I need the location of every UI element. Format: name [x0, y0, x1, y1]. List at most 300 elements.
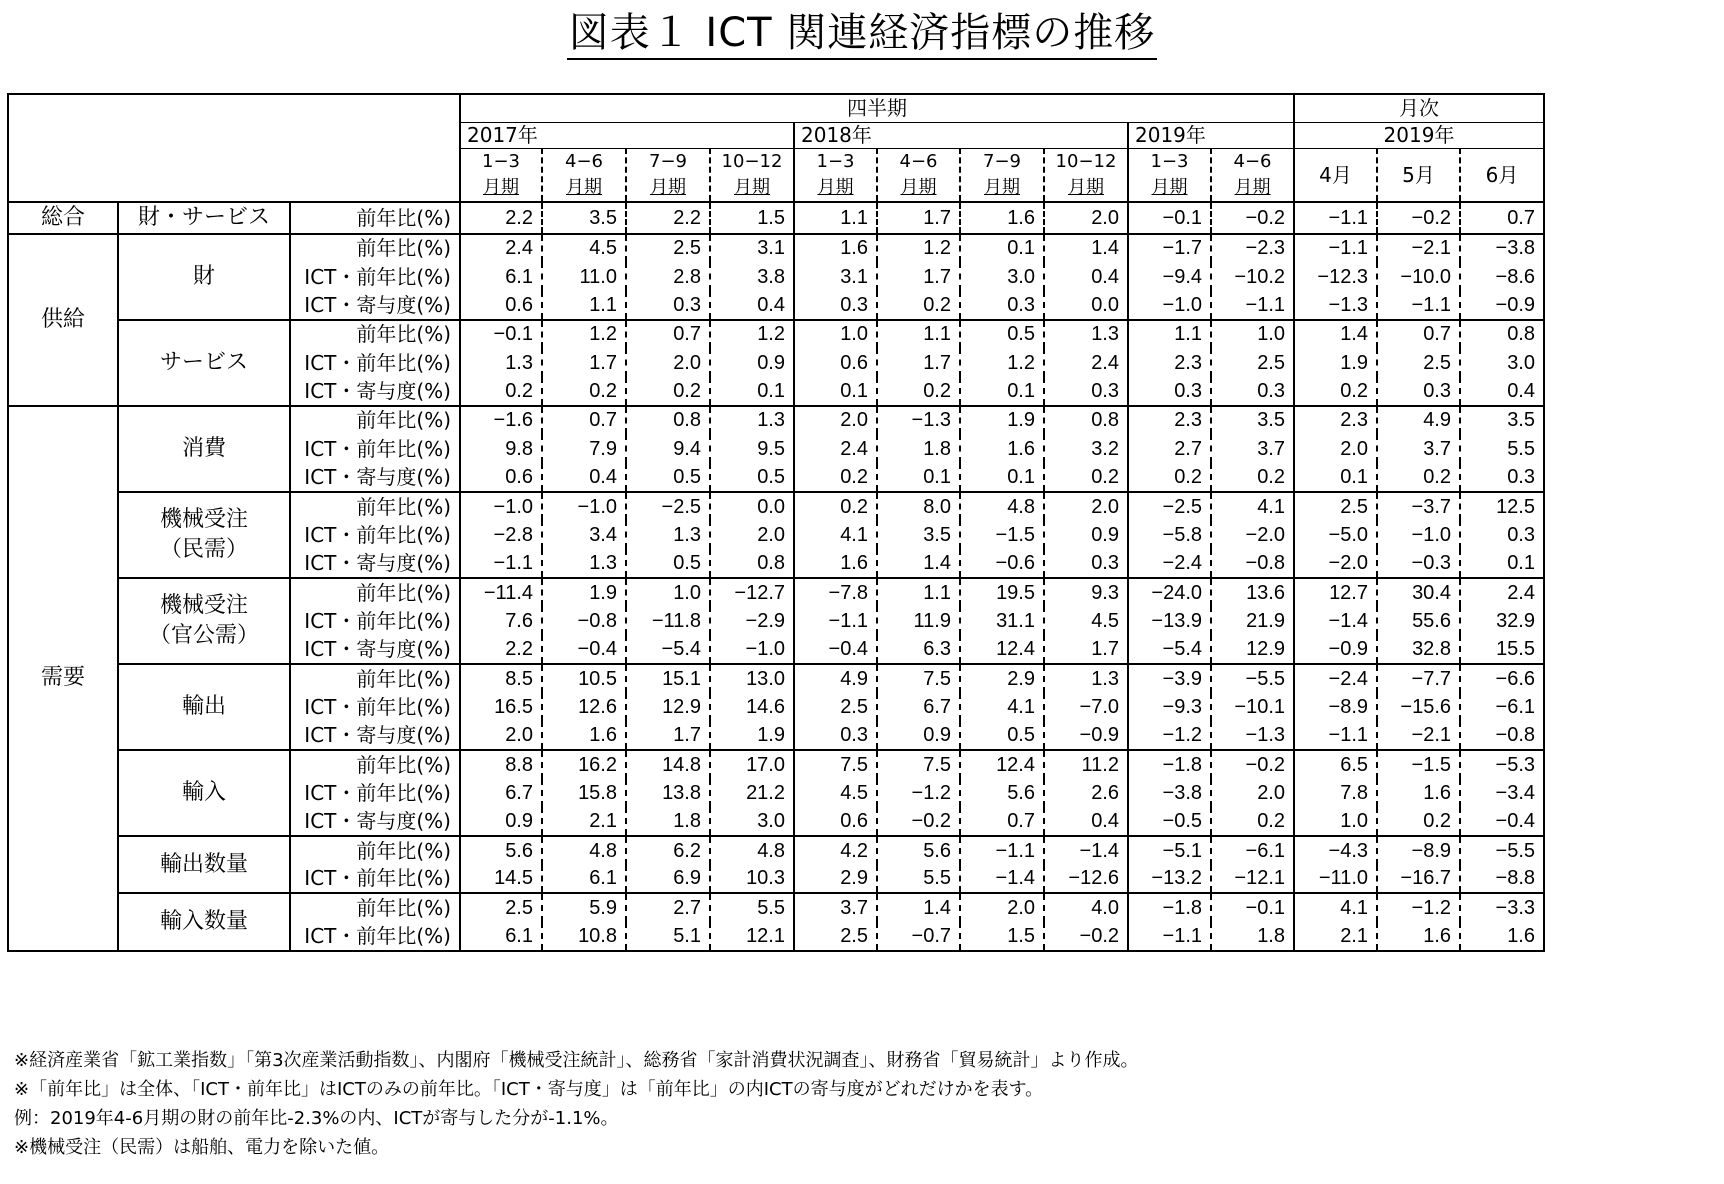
value-cell: −0.4: [794, 635, 877, 664]
value-cell: 2.5: [1211, 348, 1294, 377]
table-row: [8, 492, 1544, 521]
value-cell: −2.4: [1294, 664, 1377, 693]
value-cell: 0.3: [794, 721, 877, 750]
metric-label: 前年比(%): [290, 836, 460, 865]
subgroup-name: 輸入数量: [159, 909, 248, 934]
value-cell: −0.6: [960, 549, 1044, 578]
value-cell: 0.6: [794, 348, 877, 377]
value-cell: 4.1: [1211, 492, 1294, 521]
value-cell: 5.6: [960, 779, 1044, 808]
subgroup-cell: [118, 492, 290, 578]
value-cell: 1.1: [877, 578, 960, 607]
value-cell: 6.1: [460, 922, 542, 951]
value-cell: −7.8: [794, 578, 877, 607]
metric-label: ICT・前年比(%): [290, 606, 460, 635]
value-cell: −6.6: [1460, 664, 1544, 693]
value-cell: 0.2: [1044, 463, 1128, 492]
value-cell: −0.4: [1460, 807, 1544, 836]
quarter-range: 7−9: [649, 150, 687, 172]
value-cell: 7.8: [1294, 779, 1377, 808]
value-cell: 1.0: [1294, 807, 1377, 836]
value-cell: 13.8: [626, 779, 710, 808]
value-cell: 3.4: [542, 520, 626, 549]
metric-label: 前年比(%): [290, 750, 460, 779]
value-cell: 1.7: [877, 348, 960, 377]
value-cell: 0.1: [1294, 463, 1377, 492]
value-cell: 6.9: [626, 865, 710, 894]
value-cell: 7.5: [877, 750, 960, 779]
value-cell: 4.5: [542, 234, 626, 263]
value-cell: 1.7: [1044, 635, 1128, 664]
value-cell: 2.3: [1128, 406, 1211, 435]
subgroup-cell: [118, 320, 290, 406]
month-header: 6月: [1460, 148, 1544, 202]
value-cell: 0.2: [794, 463, 877, 492]
subgroup-cell: [118, 202, 290, 234]
value-cell: −1.1: [960, 836, 1044, 865]
value-cell: 0.4: [1044, 262, 1128, 291]
quarter-header: [626, 148, 710, 202]
quarter-suffix: 月期: [900, 176, 937, 198]
value-cell: −0.9: [1294, 635, 1377, 664]
value-cell: 12.1: [710, 922, 794, 951]
note-line: ※機械受注（民需）は船舶、電力を除いた値。: [14, 1137, 390, 1158]
table-row: [8, 320, 1544, 349]
value-cell: 2.4: [505, 237, 533, 260]
value-cell: 4.9: [794, 664, 877, 693]
value-cell: 1.9: [710, 721, 794, 750]
value-cell: 1.4: [1294, 320, 1377, 349]
value-cell: 15.8: [542, 779, 626, 808]
subgroup-cell: [118, 234, 290, 320]
value-cell: −0.8: [542, 606, 626, 635]
value-cell: 0.6: [460, 463, 542, 492]
value-cell: −10.1: [1211, 693, 1294, 722]
value-cell: 4.1: [960, 693, 1044, 722]
value-cell: −1.3: [1294, 291, 1377, 320]
value-cell: −0.3: [1377, 549, 1460, 578]
year-2018-header: 2018年: [794, 122, 1128, 148]
metric-label: ICT・前年比(%): [290, 348, 460, 377]
metric-label: 前年比(%): [290, 234, 460, 263]
quarter-header: [1211, 148, 1294, 202]
value-cell: 6.3: [877, 635, 960, 664]
subgroup-name: 財: [192, 263, 215, 289]
value-cell: −5.4: [626, 635, 710, 664]
value-cell: −0.2: [1211, 202, 1294, 234]
value-cell: 0.2: [1377, 807, 1460, 836]
value-cell: 2.7: [1128, 434, 1211, 463]
value-cell: −11.0: [1294, 865, 1377, 894]
value-cell: 5.5: [877, 865, 960, 894]
value-cell: 13.6: [1211, 578, 1294, 607]
value-cell: −5.0: [1294, 520, 1377, 549]
value-cell: 2.1: [542, 807, 626, 836]
metric-label: ICT・寄与度(%): [290, 377, 460, 406]
value-cell: −1.8: [1128, 893, 1211, 922]
value-cell: −2.5: [1128, 492, 1211, 521]
metric-label: ICT・寄与度(%): [290, 549, 460, 578]
value-cell: 2.5: [1377, 348, 1460, 377]
value-cell: 0.2: [1377, 463, 1460, 492]
value-cell: 2.0: [1044, 492, 1128, 521]
value-cell: −1.0: [542, 492, 626, 521]
subgroup-name: 輸入: [181, 779, 226, 805]
value-cell: −0.2: [1044, 922, 1128, 951]
value-cell: −10.0: [1377, 262, 1460, 291]
value-cell: 4.8: [542, 836, 626, 865]
value-cell: 0.2: [1294, 377, 1377, 406]
metric-label: ICT・寄与度(%): [290, 721, 460, 750]
subgroup-name-sub: （官公需）: [148, 622, 259, 648]
value-cell: −1.5: [960, 520, 1044, 549]
metric-label: 前年比(%): [290, 406, 460, 435]
value-cell: 2.9: [960, 664, 1044, 693]
subgroup-name: 輸出: [181, 693, 226, 719]
value-cell: 1.2: [710, 320, 794, 349]
subgroup-name: サービス: [159, 349, 248, 375]
value-cell: 0.4: [542, 463, 626, 492]
quarter-suffix: 月期: [984, 176, 1020, 198]
value-cell: 6.7: [877, 693, 960, 722]
value-cell: −2.0: [1294, 549, 1377, 578]
value-cell: 1.7: [877, 262, 960, 291]
value-cell: 4.5: [1044, 606, 1128, 635]
value-cell: 1.0: [1211, 320, 1294, 349]
value-cell: 3.2: [1044, 434, 1128, 463]
value-cell: −1.6: [493, 409, 533, 432]
value-cell: −1.0: [493, 495, 533, 518]
value-cell: 2.5: [505, 897, 533, 920]
value-cell: 2.4: [794, 434, 877, 463]
table-row: [8, 893, 1544, 922]
value-cell: 1.1: [1128, 320, 1211, 349]
value-cell: 7.6: [505, 609, 533, 632]
value-cell: 0.5: [626, 463, 710, 492]
value-cell: 3.7: [1377, 434, 1460, 463]
value-cell: −6.1: [1460, 693, 1544, 722]
quarter-range: 4−6: [1233, 150, 1272, 172]
value-cell: 0.4: [1460, 377, 1544, 406]
value-cell: 1.5: [960, 922, 1044, 951]
value-cell: −1.1: [1294, 202, 1377, 234]
value-cell: 2.5: [794, 693, 877, 722]
value-cell: 14.5: [460, 865, 542, 894]
value-cell: 0.3: [1211, 377, 1294, 406]
value-cell: 19.5: [960, 578, 1044, 607]
value-cell: −3.4: [1460, 779, 1544, 808]
subgroup-name: 消費: [181, 435, 226, 461]
value-cell: 0.2: [542, 377, 626, 406]
value-cell: 0.9: [710, 348, 794, 377]
value-cell: 9.8: [505, 437, 533, 460]
value-cell: −16.7: [1377, 865, 1460, 894]
value-cell: 12.9: [1211, 635, 1294, 664]
value-cell: 1.1: [794, 202, 877, 234]
value-cell: 1.3: [505, 351, 533, 374]
value-cell: 7.5: [794, 750, 877, 779]
value-cell: 14.8: [626, 750, 710, 779]
value-cell: 10.3: [710, 865, 794, 894]
value-cell: 3.1: [794, 262, 877, 291]
category-cell: 需要: [8, 406, 118, 951]
value-cell: −8.9: [1377, 836, 1460, 865]
value-cell: −5.1: [1128, 836, 1211, 865]
value-cell: 0.1: [960, 463, 1044, 492]
metric-label: ICT・前年比(%): [290, 693, 460, 722]
value-cell: 2.9: [794, 865, 877, 894]
quarter-header: [460, 148, 542, 202]
value-cell: −1.1: [1294, 721, 1377, 750]
year-2019-header: 2019年: [1128, 122, 1294, 148]
value-cell: 4.9: [1377, 406, 1460, 435]
value-cell: −1.4: [1294, 606, 1377, 635]
value-cell: −1.4: [960, 865, 1044, 894]
value-cell: −1.2: [877, 779, 960, 808]
value-cell: 1.2: [877, 234, 960, 263]
value-cell: 0.8: [1044, 406, 1128, 435]
value-cell: 6.2: [626, 836, 710, 865]
quarter-range: 7−9: [983, 150, 1021, 172]
value-cell: 12.7: [1294, 578, 1377, 607]
value-cell: 1.8: [626, 807, 710, 836]
metric-label: ICT・前年比(%): [290, 779, 460, 808]
value-cell: 2.6: [1044, 779, 1128, 808]
value-cell: 5.9: [542, 893, 626, 922]
value-cell: −2.4: [1128, 549, 1211, 578]
quarter-header: [1044, 148, 1128, 202]
value-cell: −9.3: [1128, 693, 1211, 722]
value-cell: −12.1: [1211, 865, 1294, 894]
value-cell: −1.3: [877, 406, 960, 435]
value-cell: 8.0: [877, 492, 960, 521]
value-cell: 21.2: [710, 779, 794, 808]
monthly-header: 月次: [1294, 94, 1544, 122]
value-cell: −13.2: [1128, 865, 1211, 894]
value-cell: 3.5: [542, 202, 626, 234]
value-cell: −3.8: [1128, 779, 1211, 808]
value-cell: 1.4: [1044, 234, 1128, 263]
value-cell: −1.3: [1211, 721, 1294, 750]
value-cell: 0.9: [877, 721, 960, 750]
quarter-range: 1−3: [482, 150, 520, 172]
subgroup-cell: [118, 406, 290, 492]
quarter-suffix: 月期: [483, 176, 519, 198]
value-cell: 0.2: [1211, 463, 1294, 492]
value-cell: 2.0: [626, 348, 710, 377]
category-cell: 供給: [8, 234, 118, 406]
quarter-header: [710, 148, 794, 202]
value-cell: −0.9: [1460, 291, 1544, 320]
table-row: [8, 578, 1544, 607]
value-cell: 0.6: [460, 291, 542, 320]
value-cell: 12.9: [626, 693, 710, 722]
subgroup-name-sub: （民需）: [159, 536, 248, 562]
value-cell: 0.2: [626, 377, 710, 406]
value-cell: −0.1: [493, 323, 533, 346]
value-cell: −5.4: [1128, 635, 1211, 664]
metric-label: ICT・寄与度(%): [290, 463, 460, 492]
value-cell: 0.2: [1211, 807, 1294, 836]
value-cell: −0.1: [1211, 893, 1294, 922]
quarter-suffix: 月期: [817, 176, 854, 198]
quarter-range: 1−3: [816, 150, 855, 172]
value-cell: 3.8: [710, 262, 794, 291]
value-cell: −1.0: [710, 635, 794, 664]
value-cell: 2.0: [794, 406, 877, 435]
value-cell: −1.1: [1294, 234, 1377, 263]
value-cell: 0.0: [1044, 291, 1128, 320]
value-cell: −12.3: [1294, 262, 1377, 291]
value-cell: 3.0: [960, 262, 1044, 291]
quarter-suffix: 月期: [1068, 176, 1104, 198]
value-cell: 2.2: [460, 635, 542, 664]
metric-label: 前年比(%): [290, 202, 460, 234]
subgroup-cell: [118, 836, 290, 893]
value-cell: 30.4: [1377, 578, 1460, 607]
value-cell: 2.8: [626, 262, 710, 291]
value-cell: 4.1: [794, 520, 877, 549]
quarter-header: [960, 148, 1044, 202]
value-cell: 3.7: [794, 893, 877, 922]
metric-label: ICT・前年比(%): [290, 922, 460, 951]
quarter-suffix: 月期: [566, 176, 602, 198]
value-cell: 1.9: [960, 406, 1044, 435]
value-cell: −12.6: [1044, 865, 1128, 894]
value-cell: −1.2: [1377, 893, 1460, 922]
month-header: 5月: [1377, 148, 1460, 202]
metric-label: ICT・前年比(%): [290, 865, 460, 894]
value-cell: 6.1: [542, 865, 626, 894]
value-cell: −1.1: [460, 549, 542, 578]
value-cell: −2.9: [710, 606, 794, 635]
value-cell: 4.2: [794, 836, 877, 865]
value-cell: 2.3: [1294, 406, 1377, 435]
value-cell: 0.7: [960, 807, 1044, 836]
value-cell: 1.6: [542, 721, 626, 750]
value-cell: 0.1: [960, 377, 1044, 406]
value-cell: 0.6: [794, 807, 877, 836]
value-cell: −8.6: [1460, 262, 1544, 291]
value-cell: 1.4: [877, 549, 960, 578]
value-cell: 0.2: [877, 377, 960, 406]
value-cell: 7.5: [877, 664, 960, 693]
value-cell: 1.1: [877, 320, 960, 349]
value-cell: −10.2: [1211, 262, 1294, 291]
value-cell: 1.9: [1294, 348, 1377, 377]
value-cell: −1.1: [1377, 291, 1460, 320]
value-cell: 1.6: [1460, 922, 1544, 951]
value-cell: 0.1: [710, 377, 794, 406]
value-cell: −2.5: [626, 492, 710, 521]
value-cell: 0.0: [710, 492, 794, 521]
value-cell: 1.8: [877, 434, 960, 463]
value-cell: 12.6: [542, 693, 626, 722]
value-cell: 2.0: [1294, 434, 1377, 463]
value-cell: −0.2: [877, 807, 960, 836]
figure-title-wrap: [0, 8, 1724, 60]
category-cell: 総合: [8, 202, 118, 234]
value-cell: 0.8: [710, 549, 794, 578]
quarter-range: 10−12: [1055, 150, 1117, 172]
quarter-header: [794, 148, 877, 202]
value-cell: 0.2: [877, 291, 960, 320]
value-cell: −4.3: [1294, 836, 1377, 865]
value-cell: 10.5: [542, 664, 626, 693]
value-cell: 0.2: [794, 492, 877, 521]
subgroup-name: 財・サービス: [137, 204, 270, 230]
value-cell: 0.5: [960, 721, 1044, 750]
value-cell: −11.4: [483, 581, 533, 604]
metric-label: ICT・寄与度(%): [290, 807, 460, 836]
value-cell: −3.3: [1460, 893, 1544, 922]
value-cell: 12.4: [960, 750, 1044, 779]
value-cell: 0.3: [1128, 377, 1211, 406]
value-cell: 2.0: [1044, 202, 1128, 234]
value-cell: 1.6: [960, 202, 1044, 234]
value-cell: −0.2: [1377, 202, 1460, 234]
value-cell: −1.7: [1128, 234, 1211, 263]
value-cell: −24.0: [1128, 578, 1211, 607]
value-cell: −11.8: [626, 606, 710, 635]
value-cell: 55.6: [1377, 606, 1460, 635]
value-cell: 0.3: [1044, 549, 1128, 578]
value-cell: 3.1: [710, 234, 794, 263]
value-cell: 0.3: [1377, 377, 1460, 406]
value-cell: −1.0: [1128, 291, 1211, 320]
value-cell: 0.3: [1460, 520, 1544, 549]
value-cell: 0.3: [794, 291, 877, 320]
value-cell: 0.5: [960, 320, 1044, 349]
value-cell: 2.5: [626, 234, 710, 263]
metric-label: ICT・前年比(%): [290, 520, 460, 549]
value-cell: 12.5: [1460, 492, 1544, 521]
value-cell: 16.2: [542, 750, 626, 779]
value-cell: 1.6: [794, 549, 877, 578]
value-cell: −13.9: [1128, 606, 1211, 635]
value-cell: 2.2: [460, 202, 542, 234]
value-cell: −1.0: [1377, 520, 1460, 549]
quarter-suffix: 月期: [734, 176, 770, 198]
value-cell: 2.0: [1211, 779, 1294, 808]
value-cell: 0.9: [1044, 520, 1128, 549]
value-cell: 12.4: [960, 635, 1044, 664]
value-cell: 1.6: [794, 234, 877, 263]
value-cell: 13.0: [710, 664, 794, 693]
value-cell: 5.5: [1460, 434, 1544, 463]
value-cell: 9.5: [710, 434, 794, 463]
value-cell: 32.8: [1377, 635, 1460, 664]
value-cell: 1.2: [542, 320, 626, 349]
value-cell: 2.0: [710, 520, 794, 549]
value-cell: 2.5: [1294, 492, 1377, 521]
value-cell: −0.8: [1460, 721, 1544, 750]
value-cell: −7.0: [1044, 693, 1128, 722]
quarter-suffix: 月期: [650, 176, 686, 198]
value-cell: 11.9: [877, 606, 960, 635]
value-cell: 5.5: [710, 893, 794, 922]
value-cell: 31.1: [960, 606, 1044, 635]
value-cell: −1.2: [1128, 721, 1211, 750]
value-cell: −2.3: [1211, 234, 1294, 263]
value-cell: 4.0: [1044, 893, 1128, 922]
quarter-suffix: 月期: [1234, 176, 1271, 198]
metric-label: ICT・寄与度(%): [290, 291, 460, 320]
table-row: [8, 406, 1544, 435]
value-cell: 0.3: [960, 291, 1044, 320]
value-cell: 2.1: [1294, 922, 1377, 951]
value-cell: −3.9: [1128, 664, 1211, 693]
